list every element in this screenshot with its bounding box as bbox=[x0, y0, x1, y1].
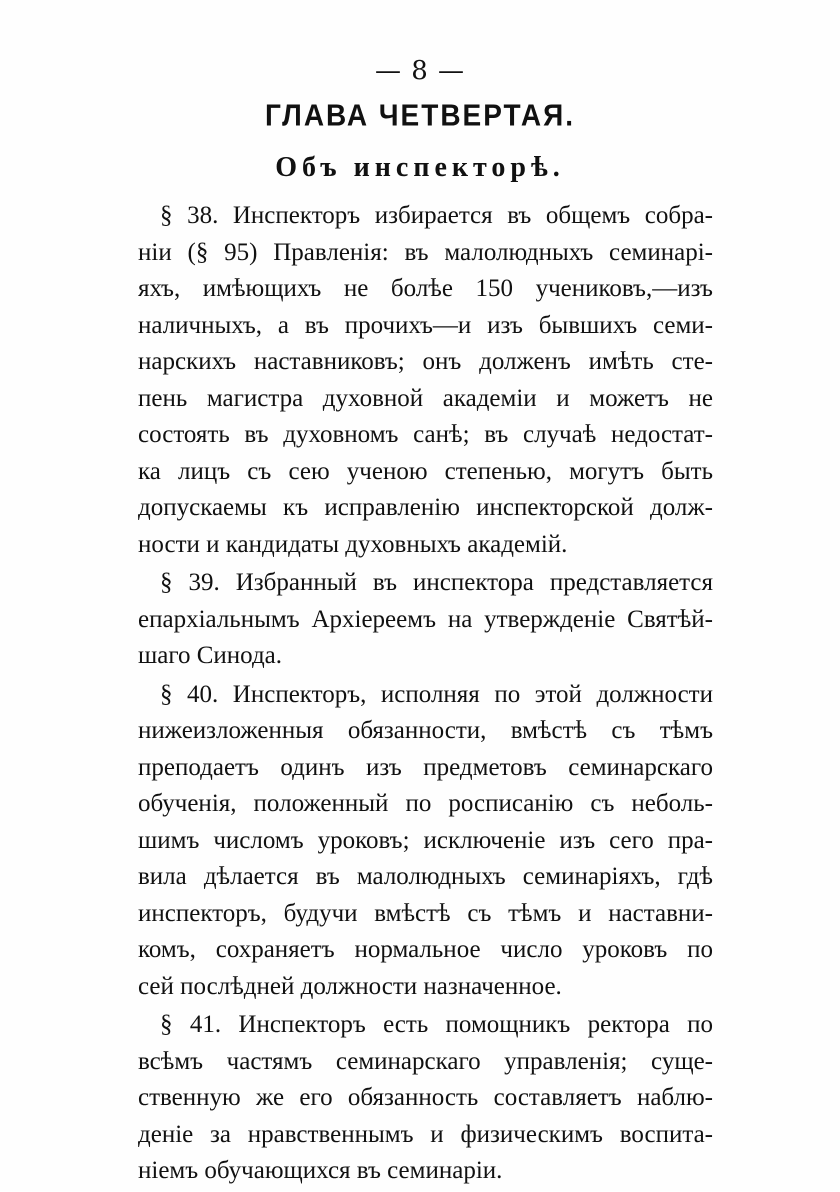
chapter-title: ГЛАВА ЧЕТВЕРТАЯ. bbox=[265, 98, 575, 133]
text-line: вила дѣлается въ малолюдныхъ семинаріяхъ, гдѣ bbox=[138, 863, 713, 890]
page-number: — 8 — bbox=[374, 56, 466, 86]
text-line: § 40. Инспекторъ, исполняя по этой должности bbox=[160, 680, 713, 708]
text-line: шимъ числомъ уроковъ; исключеніе изъ сего пра- bbox=[138, 826, 713, 854]
paragraph-41 bbox=[138, 1007, 713, 1190]
text-line: нижеизложенныя обязанности, вмѣстѣ съ тѣмъ bbox=[138, 717, 713, 744]
text-line: обученія, положенный по росписанію съ неболь- bbox=[138, 790, 713, 817]
text-line: епархіальнымъ Архіереемъ на утвержденіе Святѣй- bbox=[138, 605, 713, 633]
text-line: шаго Синода. bbox=[138, 642, 283, 669]
text-line: нарскихъ наставниковъ; онъ долженъ имѣть сте- bbox=[138, 348, 713, 375]
paragraph-39 bbox=[138, 565, 713, 675]
paragraph-40 bbox=[138, 677, 713, 1006]
text-line: инспекторъ, будучи вмѣстѣ съ тѣмъ и наставни- bbox=[138, 899, 713, 927]
text-line: ніи (§ 95) Правленія: въ малолюдныхъ семинарі- bbox=[138, 238, 713, 266]
text-line: наличныхъ, а въ прочихъ—и изъ бывшихъ семи- bbox=[138, 311, 713, 339]
paragraph-38 bbox=[138, 198, 713, 563]
text-line: состоять въ духовномъ санѣ; въ случаѣ недостат- bbox=[138, 421, 713, 448]
text-line: комъ, сохраняетъ нормальное число уроковъ по bbox=[138, 936, 713, 963]
text-line: преподаетъ одинъ изъ предметовъ семинарскаго bbox=[138, 753, 713, 781]
text-line: пень магистра духовной академіи и можетъ не bbox=[138, 384, 713, 412]
body-text bbox=[138, 198, 713, 1192]
text-line: § 41. Инспекторъ есть помощникъ ректора по bbox=[160, 1011, 713, 1038]
text-line: § 39. Избранный въ инспектора представляется bbox=[160, 569, 713, 596]
text-line: ка лицъ съ сею ученою степенью, могутъ быть bbox=[138, 457, 713, 485]
text-line: ности и кандидаты духовныхъ академій. bbox=[138, 530, 568, 558]
text-line: ственную же его обязанность составляетъ наблю- bbox=[138, 1084, 713, 1111]
text-line: ніемъ обучающихся въ семинаріи. bbox=[138, 1157, 503, 1184]
text-line: яхъ, имѣющихъ не болѣе 150 учениковъ,—изъ bbox=[138, 275, 713, 302]
text-line: всѣмъ частямъ семинарскаго управленія; суще- bbox=[138, 1047, 713, 1075]
text-line: деніе за нравственнымъ и физическимъ воспита- bbox=[138, 1120, 713, 1148]
text-line: допускаемы къ исправленію инспекторской долж- bbox=[138, 494, 713, 521]
text-line: § 38. Инспекторъ избирается въ общемъ собра- bbox=[160, 202, 713, 229]
text-line: сей послѣдней должности назначенное. bbox=[138, 972, 562, 1000]
section-title: Объ инспекторѣ. bbox=[275, 152, 565, 183]
